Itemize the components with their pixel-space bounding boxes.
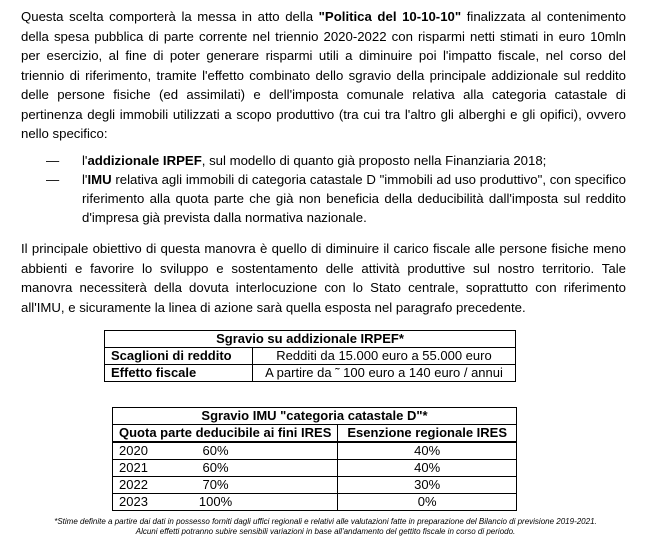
table-row	[113, 494, 517, 511]
bullet-prefix: l'	[82, 172, 88, 187]
bullet-dash: —	[46, 153, 60, 168]
deductible-value: 100%	[198, 494, 233, 509]
policy-name: "Politica del 10-10-10"	[318, 9, 462, 24]
table-cell-value: A partire da ˜ 100 euro a 140 euro / annui	[253, 365, 516, 382]
table-row	[113, 460, 517, 477]
bullet-dash: —	[46, 172, 60, 187]
deductible-value: 70%	[202, 477, 229, 492]
intro-paragraph	[21, 7, 626, 144]
imu-table	[112, 407, 517, 511]
bullet-item-irpef	[46, 151, 626, 170]
footnote-line-2: Alcuni effetti potranno subire sensibili variazioni in base all'andamento del gettito fiscale in corso di periodo.	[135, 527, 516, 536]
bullet-list	[46, 151, 626, 227]
column-header-deductible: Quota parte deducibile ai fini IRES	[113, 425, 338, 442]
year-cell	[113, 443, 338, 460]
year-cell	[113, 460, 338, 477]
table-header-row	[113, 425, 517, 442]
bullet-bold-imu: IMU	[87, 172, 112, 187]
column-header-exemption: Esenzione regionale IRES	[338, 425, 517, 442]
table-row	[113, 443, 517, 460]
table-cell-label: Scaglioni di reddito	[105, 348, 253, 365]
irpef-table-title: Sgravio su addizionale IRPEF*	[105, 331, 516, 348]
table-row	[113, 477, 517, 494]
table-row	[105, 348, 516, 365]
bullet-bold-irpef: addizionale IRPEF	[87, 153, 202, 168]
table-row	[105, 331, 516, 348]
deductible-value: 60%	[202, 443, 229, 458]
year-label: 2021	[119, 460, 148, 475]
footnote	[0, 517, 651, 537]
exemption-cell: 0%	[338, 494, 517, 511]
year-label: 2022	[119, 477, 148, 492]
table-cell-label: Effetto fiscale	[105, 365, 253, 382]
exemption-cell: 40%	[338, 460, 517, 477]
bullet-text: relativa agli immobili di categoria catastale D "immobili ad uso produttivo", con specifico riferimento alla quota parte che già non beneficia della deducibilità dall'imposta sul reddito d'impresa già prevista dalla normativa nazionale.	[82, 172, 626, 225]
year-cell	[113, 494, 338, 511]
irpef-table	[104, 330, 516, 382]
intro-text-after: finalizzata al contenimento della spesa pubblica di parte corrente nel triennio 2020-2022 con risparmi netti stimati in euro 10mln per esercizio, al fine di poter generare risparmi utili a diminuire poi l'impatto fiscale, nel corso del triennio di riferimento, tramite l'effetto combinato dello sgravio della principale addizionale sul reddito delle persone fisiche (ed assimilati) e dell'imposta comunale relativa alla categoria catastale di pertinenza degli immobili utilizzati a scopo produttivo (tra cui tra l'altro gli alberghi e gli opifici), ovvero nello specifico:	[21, 9, 626, 141]
imu-table-title: Sgravio IMU "categoria catastale D"*	[113, 408, 517, 425]
objective-paragraph: Il principale obiettivo di questa manovra è quello di diminuire il carico fiscale alle persone fisiche meno abbienti e favorire lo sviluppo e sostentamento delle attività produttive sul nostro territorio. Tale manovra necessiterà della dovuta interlocuzione con lo Stato centrale, soprattutto con riferimento all'IMU, e sicuramente la linea di azione sarà quella esposta nel paragrafo precedente.	[21, 241, 626, 315]
year-cell	[113, 477, 338, 494]
footnote-line-1: *Stime definite a partire dai dati in possesso forniti dagli uffici regionali e relativi alle valutazioni fatte in preparazione del Bilancio di previsione 2019-2021.	[54, 517, 597, 526]
table-row	[105, 365, 516, 382]
exemption-cell: 40%	[338, 443, 517, 460]
intro-text-before: Questa scelta comporterà la messa in atto della	[21, 9, 319, 24]
bullet-text: , sul modello di quanto già proposto nella Finanziaria 2018;	[201, 153, 547, 168]
year-label: 2023	[119, 494, 148, 509]
table-cell-value: Redditi da 15.000 euro a 55.000 euro	[253, 348, 516, 365]
bullet-prefix: l'	[82, 153, 88, 168]
table-row	[113, 408, 517, 425]
deductible-value: 60%	[202, 460, 229, 475]
year-label: 2020	[119, 443, 148, 458]
exemption-cell: 30%	[338, 477, 517, 494]
bullet-item-imu	[46, 170, 626, 227]
